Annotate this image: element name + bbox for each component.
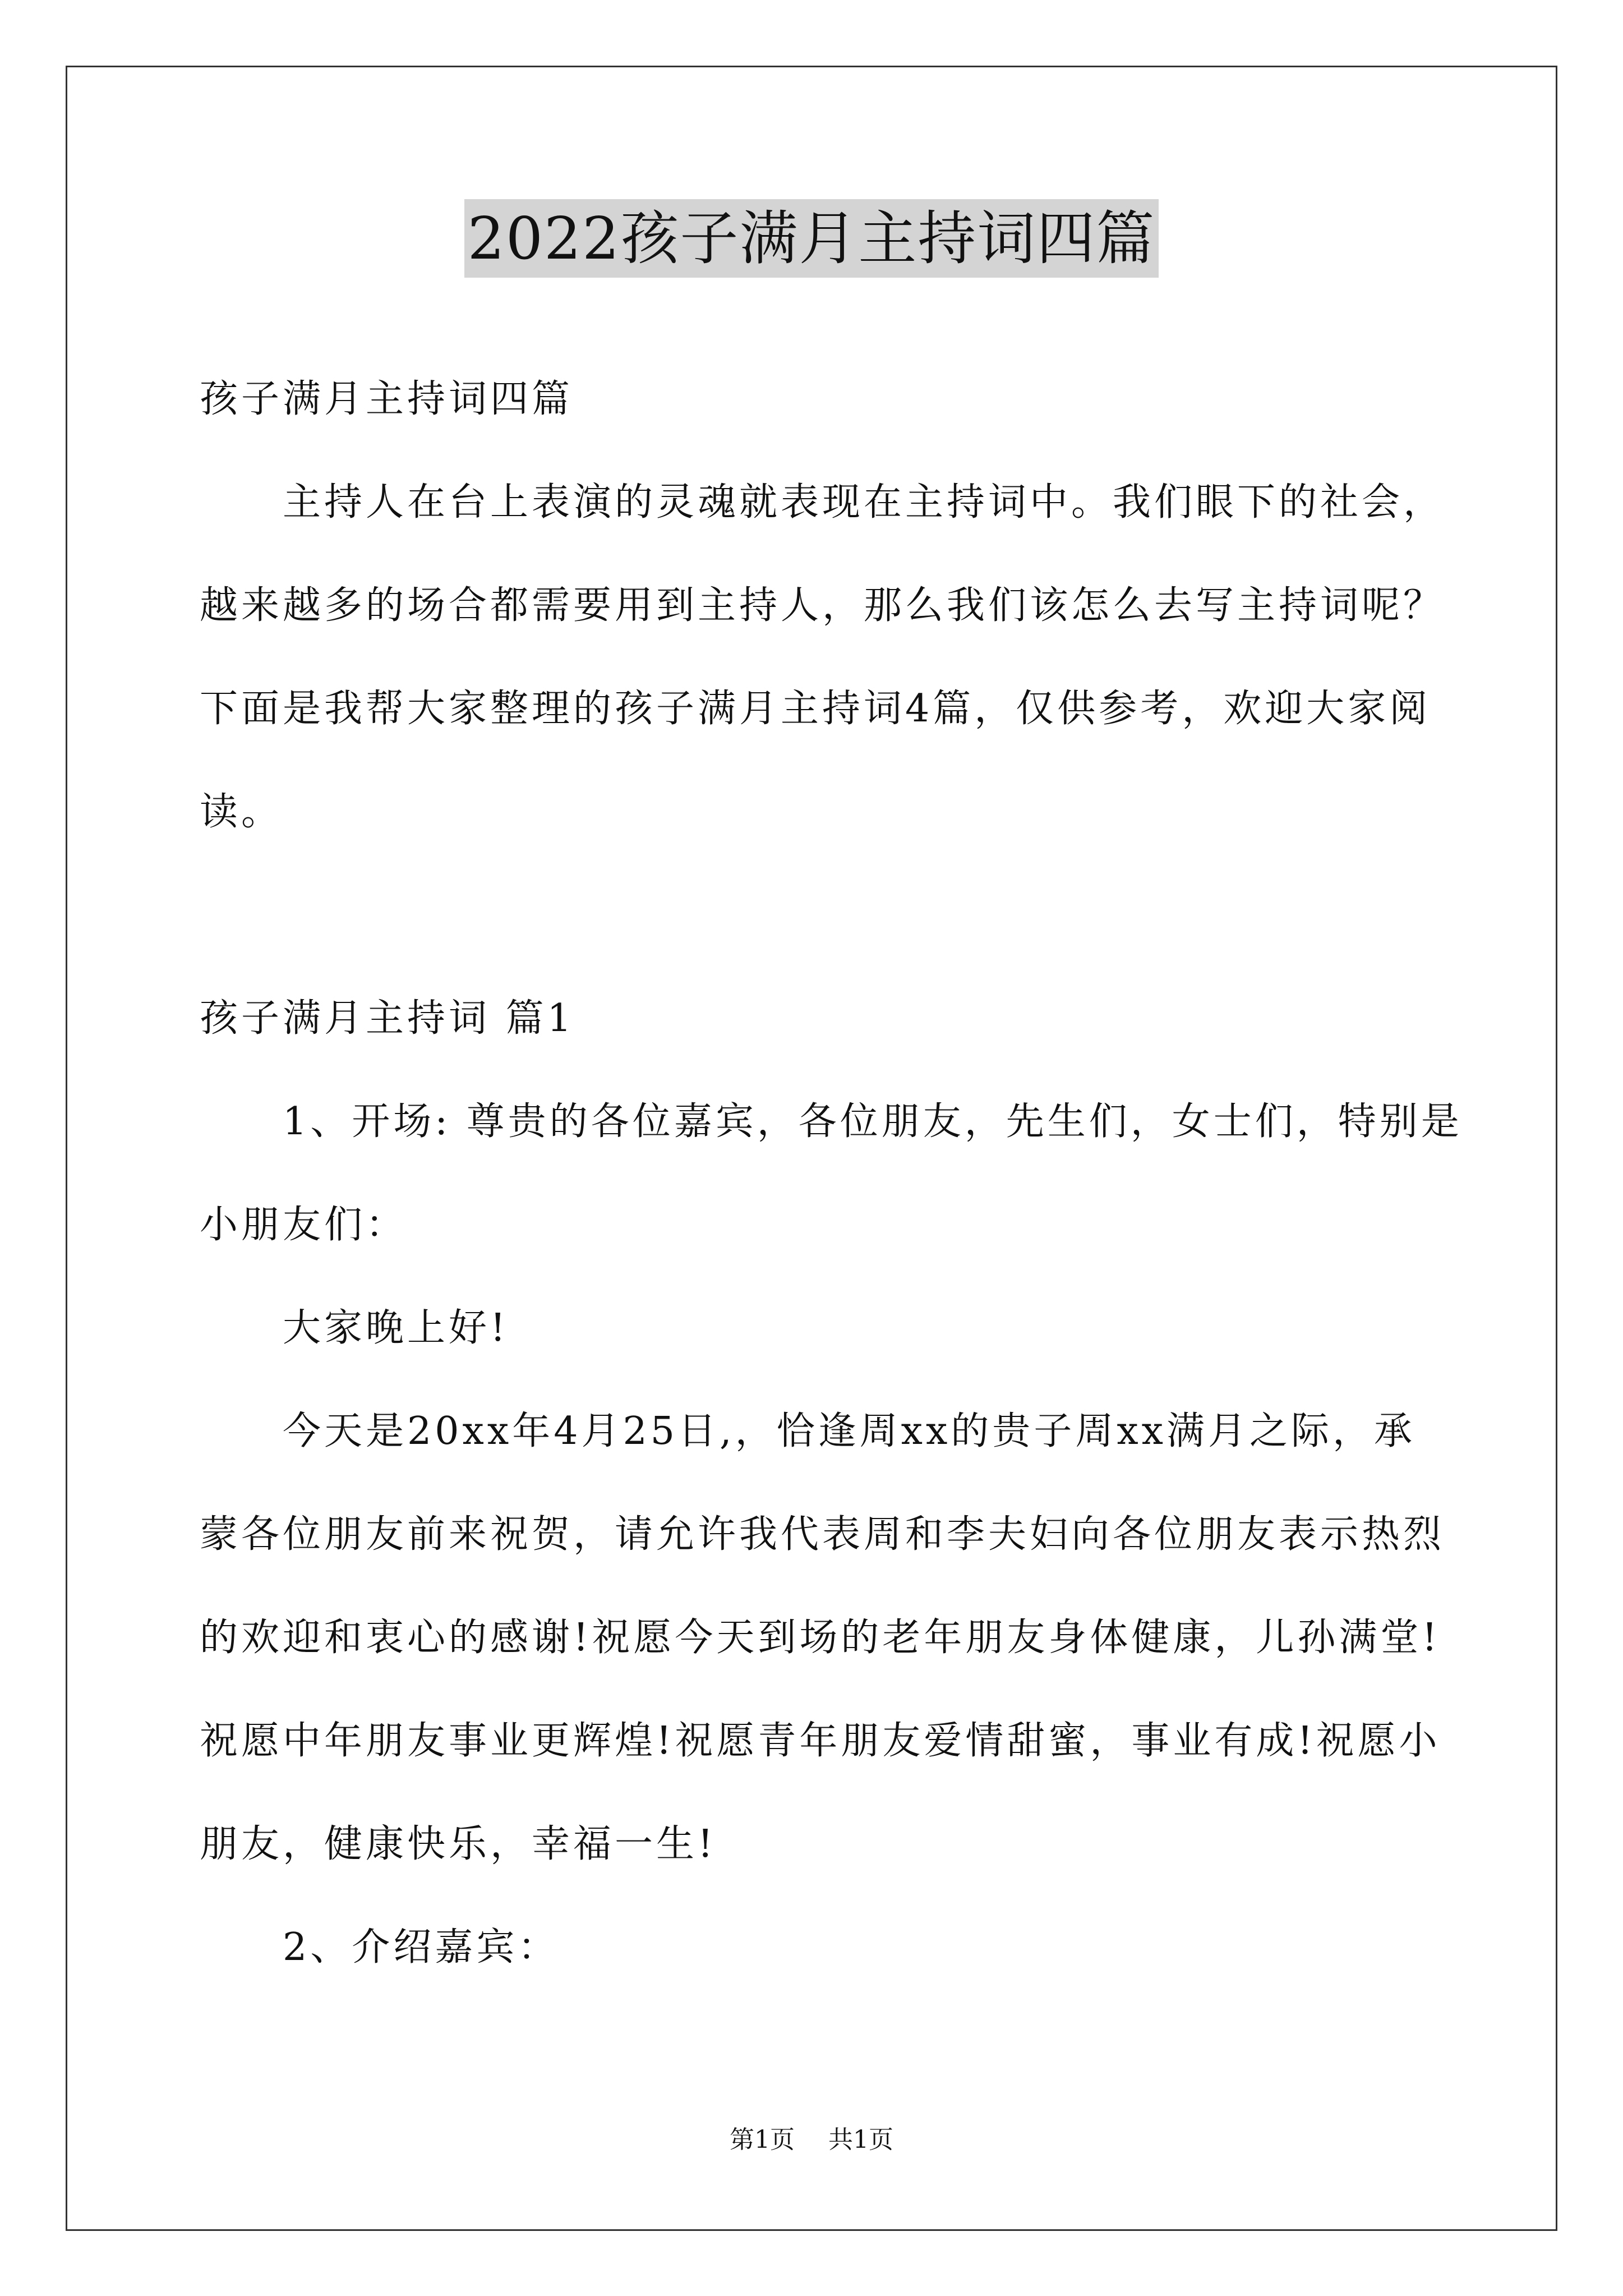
document-title: 2022孩子满月主持词四篇: [464, 199, 1159, 278]
document-body: [200, 348, 1445, 864]
page-number: 第1页: [730, 2125, 795, 2154]
document-subtitle: 孩子满月主持词四篇: [200, 377, 574, 421]
section-line: 小朋友们：: [200, 1203, 408, 1247]
section-line: 祝愿中年朋友事业更辉煌!祝愿青年朋友爱情甜蜜，事业有成!祝愿小: [200, 1719, 1441, 1763]
intro-line: 下面是我帮大家整理的孩子满月主持词4篇，仅供参考，欢迎大家阅: [200, 687, 1431, 731]
intro-line: 读。: [200, 790, 283, 834]
section-heading: 孩子满月主持词 篇1: [200, 996, 575, 1041]
intro-line: 越来越多的场合都需要用到主持人，那么我们该怎么去写主持词呢？: [200, 583, 1445, 628]
section-line: 蒙各位朋友前来祝贺，请允许我代表周和李夫妇向各位朋友表示热烈: [200, 1512, 1445, 1557]
section-line: 1、开场: 尊贵的各位嘉宾，各位朋友，先生们，女士们，特别是: [283, 1099, 1463, 1144]
section-line: 的欢迎和衷心的感谢!祝愿今天到场的老年朋友身体健康，儿孙满堂!: [200, 1616, 1441, 1660]
section-line: 朋友，健康快乐，幸福一生!: [200, 1822, 717, 1866]
section-line: 大家晚上好!: [283, 1306, 509, 1350]
page-total: 共1页: [828, 2125, 893, 2154]
page-footer: [0, 2123, 1623, 2157]
section-line: 今天是20xx年4月25日,，恰逢周xx的贵子周xx满月之际，承: [283, 1409, 1416, 1453]
section-line: 2、介绍嘉宾：: [283, 1925, 560, 1970]
title-container: [0, 199, 1623, 278]
intro-line: 主持人在台上表演的灵魂就表现在主持词中。我们眼下的社会，: [283, 480, 1445, 524]
section-body: [200, 967, 1463, 1999]
